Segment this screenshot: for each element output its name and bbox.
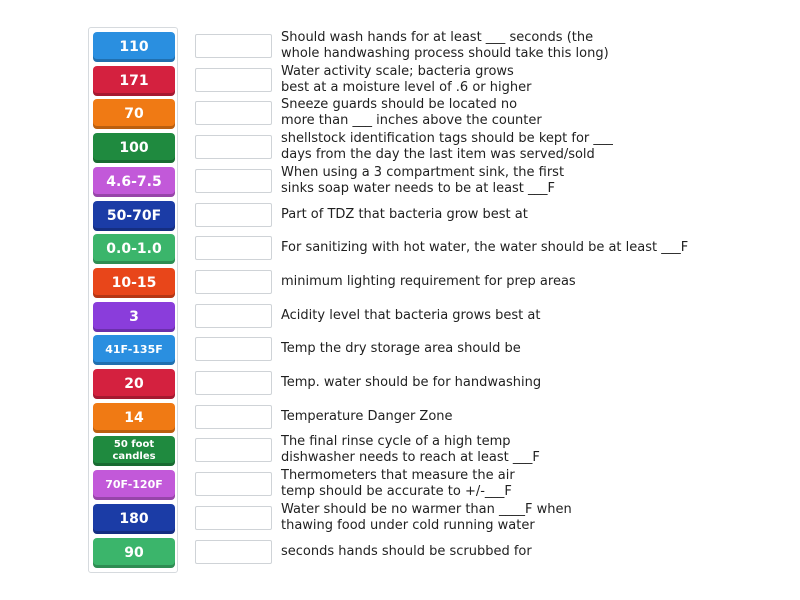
- answer-tile-label: 100: [119, 140, 149, 157]
- answer-tile-label: 50-70F: [106, 207, 162, 224]
- clue-text: Part of TDZ that bacteria grow best at: [281, 206, 528, 222]
- answer-drop-slot[interactable]: [195, 405, 272, 429]
- clue-text: Sneeze guards should be located no more than ___ inches above the counter: [281, 97, 542, 129]
- answer-drop-slot[interactable]: [195, 472, 272, 496]
- answer-tile-label: 0.0-1.0: [106, 241, 162, 258]
- answer-tile-label: 50 foot candles: [112, 439, 156, 463]
- clue-text: Water activity scale; bacteria grows best at a moisture level of .6 or higher: [281, 63, 532, 95]
- answer-drop-slot[interactable]: [195, 337, 272, 361]
- clue-text: The final rinse cycle of a high temp dishwasher needs to reach at least ___F: [281, 434, 540, 466]
- clue-text: Should wash hands for at least ___ seconds (the whole handwashing process should take this long): [281, 30, 609, 61]
- clue-text: minimum lighting requirement for prep areas: [281, 273, 576, 289]
- answer-tile[interactable]: [93, 538, 175, 568]
- answer-tile-label: 14: [124, 409, 144, 426]
- answer-tile-label: 70: [124, 106, 144, 123]
- answer-tile[interactable]: [93, 133, 175, 163]
- answer-drop-slot[interactable]: [195, 270, 272, 294]
- answer-tile[interactable]: [93, 369, 175, 399]
- answer-tile-label: 4.6-7.5: [106, 173, 162, 190]
- answer-drop-slot[interactable]: [195, 203, 272, 227]
- answer-tile-label: 171: [119, 72, 149, 89]
- answer-drop-slot[interactable]: [195, 101, 272, 125]
- answer-tile[interactable]: [93, 32, 175, 62]
- answer-tile[interactable]: [93, 167, 175, 197]
- answer-tile-label: 3: [129, 308, 139, 325]
- answer-tile-column: [88, 27, 178, 573]
- answer-drop-slot[interactable]: [195, 506, 272, 530]
- clue-text: For sanitizing with hot water, the water should be at least ___F: [281, 240, 689, 256]
- clue-text: shellstock identification tags should be kept for ___ days from the day the last item was served/sold: [281, 131, 613, 163]
- answer-tile[interactable]: [93, 66, 175, 96]
- answer-drop-slot[interactable]: [195, 135, 272, 159]
- answer-tile-label: 20: [124, 376, 144, 392]
- answer-drop-slot[interactable]: [195, 371, 272, 395]
- answer-drop-slot[interactable]: [195, 438, 272, 462]
- clue-text: Temperature Danger Zone: [281, 408, 453, 424]
- clue-text: seconds hands should be scrubbed for: [281, 543, 532, 559]
- answer-drop-slot[interactable]: [195, 540, 272, 564]
- answer-tile-label: 70F-120F: [105, 478, 163, 492]
- answer-tile-label: 110: [119, 39, 149, 55]
- answer-tile-label: 90: [124, 544, 144, 561]
- answer-tile[interactable]: [93, 99, 175, 129]
- clue-text: When using a 3 compartment sink, the first sinks soap water needs to be at least ___F: [281, 164, 565, 196]
- answer-tile[interactable]: [93, 335, 175, 365]
- clue-text: Water should be no warmer than ____F when thawing food under cold running water: [281, 501, 572, 533]
- answer-drop-slot[interactable]: [195, 34, 272, 58]
- clue-text: Thermometers that measure the air temp should be accurate to +/-___F: [281, 468, 515, 500]
- answer-tile[interactable]: [93, 470, 175, 500]
- answer-drop-slot[interactable]: [195, 236, 272, 260]
- answer-drop-slot[interactable]: [195, 304, 272, 328]
- answer-drop-slot[interactable]: [195, 68, 272, 92]
- answer-tile[interactable]: [93, 302, 175, 332]
- answer-tile-label: 41F-135F: [105, 343, 163, 357]
- answer-tile[interactable]: [93, 234, 175, 264]
- answer-tile[interactable]: [93, 201, 175, 231]
- answer-tile-label: 10-15: [111, 274, 157, 291]
- answer-drop-slot[interactable]: [195, 169, 272, 193]
- answer-tile[interactable]: [93, 403, 175, 433]
- answer-tile[interactable]: [93, 436, 175, 466]
- answer-tile-label: 180: [119, 510, 149, 527]
- answer-tile[interactable]: [93, 268, 175, 298]
- answer-tile[interactable]: [93, 504, 175, 534]
- clue-text: Temp the dry storage area should be: [281, 341, 521, 357]
- clue-text: Temp. water should be for handwashing: [281, 375, 542, 390]
- clue-text: Acidity level that bacteria grows best at: [281, 307, 541, 323]
